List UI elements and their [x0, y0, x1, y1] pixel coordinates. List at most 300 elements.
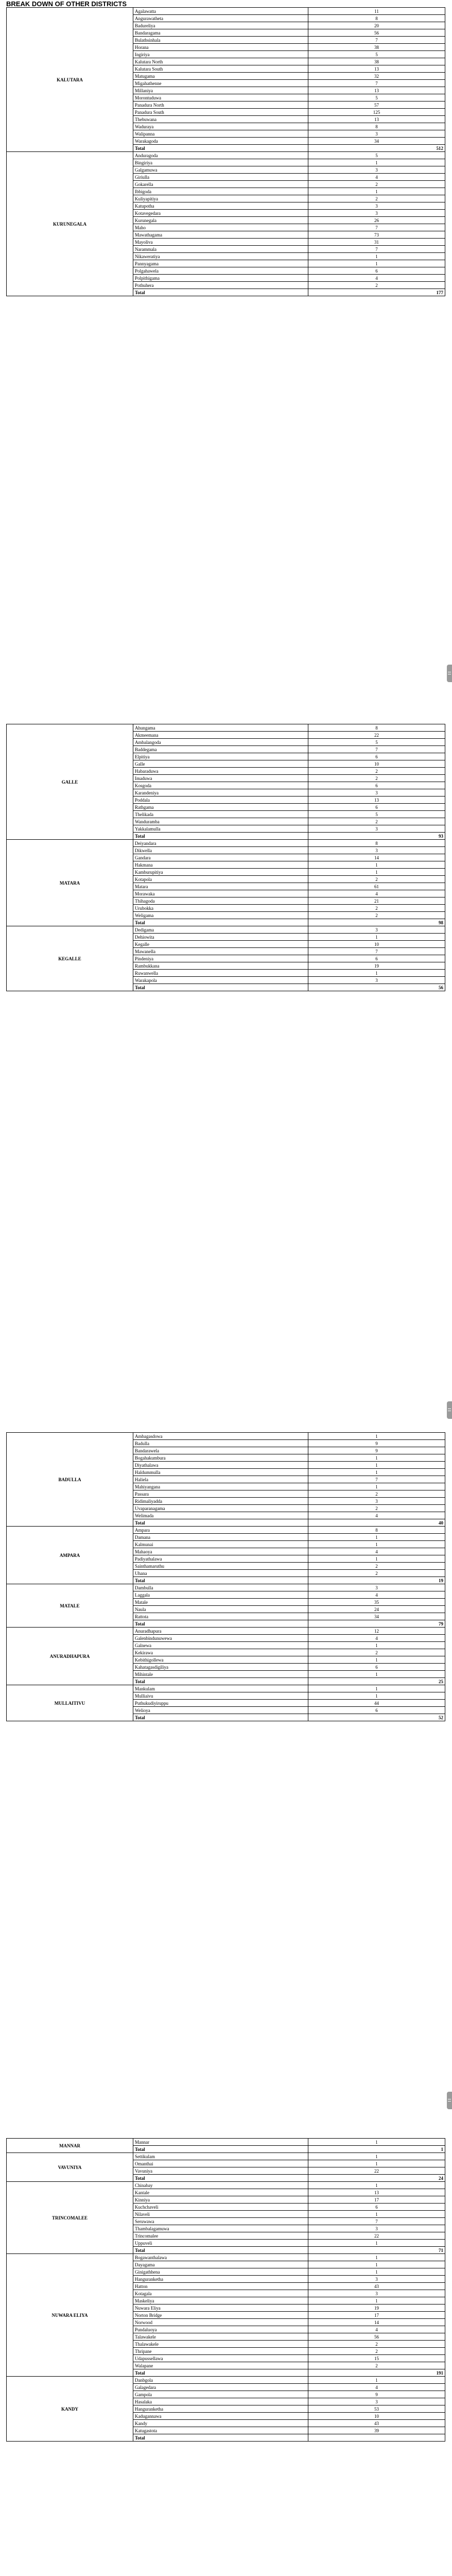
place-name: Hanguranketha	[133, 2405, 308, 2413]
table-row	[7, 2377, 445, 2384]
place-name: Galagedara	[133, 2384, 308, 2391]
place-count: 8	[308, 724, 445, 732]
total-count: 71	[308, 2247, 445, 2254]
place-name: Dambulla	[133, 1584, 308, 1591]
district-name: BADULLA	[7, 1433, 133, 1527]
place-count: 31	[308, 239, 445, 246]
place-count: 43	[308, 2283, 445, 2290]
place-name: Mankulam	[133, 1685, 308, 1692]
place-name: Walapane	[133, 2362, 308, 2369]
place-count: 57	[308, 101, 445, 109]
place-count: 1	[308, 159, 445, 166]
place-name: Kalutara North	[133, 58, 308, 65]
place-name: Urubokka	[133, 905, 308, 912]
place-name: Kegalle	[133, 941, 308, 948]
place-name: Walipanna	[133, 130, 308, 138]
place-count: 14	[308, 854, 445, 861]
place-count: 3	[308, 1498, 445, 1505]
place-count: 1	[308, 1454, 445, 1462]
place-count: 2	[308, 282, 445, 289]
place-name: Kotapola	[133, 876, 308, 883]
place-count: 38	[308, 58, 445, 65]
place-name: Passara	[133, 1490, 308, 1498]
place-count: 1	[308, 1433, 445, 1440]
place-count: 53	[308, 2405, 445, 2413]
place-name: Badulla	[133, 1440, 308, 1447]
place-count: 9	[308, 2391, 445, 2398]
place-count: 2	[308, 2362, 445, 2369]
place-name: Dikwella	[133, 847, 308, 854]
place-count: 1	[308, 1555, 445, 1563]
place-count: 4	[308, 174, 445, 181]
place-count: 19	[308, 2304, 445, 2312]
total-label: Total	[133, 833, 308, 840]
place-count: 8	[308, 1527, 445, 1534]
place-name: Pothuhera	[133, 282, 308, 289]
place-name: Ruwanwella	[133, 970, 308, 977]
place-count: 1	[308, 260, 445, 267]
district-name: KALUTARA	[7, 8, 133, 152]
place-count: 13	[308, 116, 445, 123]
place-count: 7	[308, 1476, 445, 1483]
place-name: Matara	[133, 883, 308, 890]
total-count: 98	[308, 919, 445, 926]
place-name: Kadugannawa	[133, 2413, 308, 2420]
place-count: 22	[308, 732, 445, 739]
place-count: 61	[308, 883, 445, 890]
total-count: 24	[308, 2175, 445, 2182]
place-name: Giriulla	[133, 174, 308, 181]
place-count: 1	[308, 1462, 445, 1469]
place-name: Thelikada	[133, 811, 308, 818]
place-name: Thebuwana	[133, 116, 308, 123]
place-count: 2	[308, 2341, 445, 2348]
place-name: Warakapola	[133, 977, 308, 984]
place-name: Deiyandara	[133, 840, 308, 847]
place-name: Habaraduwa	[133, 768, 308, 775]
place-name: Anuradhapura	[133, 1628, 308, 1635]
place-count: 6	[308, 2204, 445, 2211]
total-label: Total	[133, 2247, 308, 2254]
place-count: 1	[308, 2182, 445, 2189]
place-count: 24	[308, 1606, 445, 1613]
place-name: Bandarawela	[133, 1447, 308, 1454]
place-name: Kalutara South	[133, 65, 308, 73]
place-count: 1	[308, 934, 445, 941]
place-name: Hakmana	[133, 861, 308, 869]
place-name: Warakagoda	[133, 138, 308, 145]
place-count: 6	[308, 1664, 445, 1671]
table-row	[7, 2153, 445, 2160]
place-count: 38	[308, 44, 445, 51]
place-name: Ambagasdowa	[133, 1433, 308, 1440]
place-count: 3	[308, 166, 445, 174]
place-count: 4	[308, 1548, 445, 1555]
district-name: MATARA	[7, 840, 133, 926]
place-count: 3	[308, 2225, 445, 2232]
place-count: 7	[308, 80, 445, 87]
place-count: 34	[308, 1613, 445, 1620]
place-count: 1	[308, 2160, 445, 2167]
place-name: Ahungama	[133, 724, 308, 732]
place-count: 1	[308, 2268, 445, 2276]
place-count: 5	[308, 811, 445, 818]
place-name: Hasalaka	[133, 2398, 308, 2405]
place-count: 17	[308, 2312, 445, 2319]
page-scroll-handle[interactable]	[447, 665, 452, 682]
place-name: Dehiowita	[133, 934, 308, 941]
place-name: Mulliaivu	[133, 1692, 308, 1700]
place-count: 4	[308, 2384, 445, 2391]
place-name: Rattota	[133, 1613, 308, 1620]
district-name: MULLAITIVU	[7, 1685, 133, 1721]
place-count: 2	[308, 1490, 445, 1498]
place-name: Chinabay	[133, 2182, 308, 2189]
place-count: 20	[308, 22, 445, 29]
place-name: Kosgoda	[133, 782, 308, 789]
place-name: Maho	[133, 224, 308, 231]
place-name: Puthukudiyiruppu	[133, 1700, 308, 1707]
place-count: 2	[308, 876, 445, 883]
place-count: 3	[308, 130, 445, 138]
place-count: 13	[308, 796, 445, 804]
place-name: Nikaweratiya	[133, 253, 308, 260]
total-label: Total	[133, 1714, 308, 1721]
place-name: Dayagama	[133, 2261, 308, 2268]
place-count: 1	[308, 1469, 445, 1476]
place-name: Baddegama	[133, 746, 308, 753]
place-count: 1	[308, 1483, 445, 1490]
place-count: 21	[308, 897, 445, 905]
place-name: Rambukkana	[133, 962, 308, 970]
district-name: NUWARA ELIYA	[7, 2254, 133, 2377]
place-name: Ridimaliyadda	[133, 1498, 308, 1505]
place-count: 1	[308, 2240, 445, 2247]
place-count: 5	[308, 739, 445, 746]
place-count: 3	[308, 2290, 445, 2297]
place-name: Horana	[133, 44, 308, 51]
place-name: Mihintale	[133, 1671, 308, 1678]
district-table	[6, 1432, 445, 1721]
place-count: 6	[308, 267, 445, 275]
place-count: 7	[308, 246, 445, 253]
place-name: Sainthamaruthu	[133, 1563, 308, 1570]
place-count: 2	[308, 912, 445, 919]
place-name: Ambalangoda	[133, 739, 308, 746]
place-count: 39	[308, 2427, 445, 2434]
place-count: 1	[308, 861, 445, 869]
place-name: Welimada	[133, 1512, 308, 1519]
place-count: 1	[308, 253, 445, 260]
place-count: 1	[308, 2153, 445, 2160]
place-count: 2	[308, 1649, 445, 1656]
place-count: 7	[308, 948, 445, 955]
place-name: Hatton	[133, 2283, 308, 2290]
place-count: 10	[308, 2413, 445, 2420]
place-name: Mannar	[133, 2139, 308, 2146]
place-name: Panadura South	[133, 109, 308, 116]
place-name: Kurunegala	[133, 217, 308, 224]
table-row	[7, 1433, 445, 1440]
place-name: Pindeniya	[133, 955, 308, 962]
place-count: 4	[308, 1512, 445, 1519]
place-count: 3	[308, 977, 445, 984]
place-name: Kinniya	[133, 2196, 308, 2204]
place-count: 1	[308, 1541, 445, 1548]
table-row	[7, 926, 445, 934]
place-name: Galnewa	[133, 1642, 308, 1649]
place-name: Thripane	[133, 2348, 308, 2355]
place-name: Thihagoda	[133, 897, 308, 905]
place-count: 8	[308, 123, 445, 130]
place-name: Kotavegedara	[133, 210, 308, 217]
place-name: Udapussellawa	[133, 2355, 308, 2362]
district-name: AMPARA	[7, 1527, 133, 1584]
place-count: 8	[308, 15, 445, 22]
place-name: Maskeliya	[133, 2297, 308, 2304]
place-count: 1	[308, 1671, 445, 1678]
place-name: Settikulam	[133, 2153, 308, 2160]
place-name: Elpitiya	[133, 753, 308, 760]
table-row	[7, 1628, 445, 1635]
place-name: Ampara	[133, 1527, 308, 1534]
place-name: Padiyathalawa	[133, 1555, 308, 1563]
total-label: Total	[133, 919, 308, 926]
table-row	[7, 1584, 445, 1591]
place-name: Norwood	[133, 2319, 308, 2326]
place-count: 2	[308, 2348, 445, 2355]
district-name: KEGALLE	[7, 926, 133, 991]
place-count: 3	[308, 789, 445, 796]
place-name: Rathgama	[133, 804, 308, 811]
total-count: 25	[308, 1678, 445, 1685]
place-name: Mawathagama	[133, 231, 308, 239]
place-count: 73	[308, 231, 445, 239]
total-label: Total	[133, 2146, 308, 2153]
place-name: Galle	[133, 760, 308, 768]
place-count: 4	[308, 890, 445, 897]
place-count: 2	[308, 1505, 445, 1512]
place-count: 3	[308, 825, 445, 833]
place-count: 1	[308, 1692, 445, 1700]
place-name: Bulathsinhala	[133, 37, 308, 44]
place-count: 14	[308, 2319, 445, 2326]
place-name: Mahaoya	[133, 1548, 308, 1555]
district-name: TRINCOMALEE	[7, 2182, 133, 2254]
page-scroll-handle[interactable]	[447, 1401, 452, 1419]
place-name: Seruwawa	[133, 2218, 308, 2225]
place-name: Imaduwa	[133, 775, 308, 782]
place-count: 1	[308, 2297, 445, 2304]
total-count: 177	[308, 289, 445, 296]
place-name: Ibbigoda	[133, 188, 308, 195]
place-name: Polpithigama	[133, 275, 308, 282]
table-row	[7, 2182, 445, 2189]
place-count: 6	[308, 1707, 445, 1714]
place-name: Katupotha	[133, 202, 308, 210]
place-count: 3	[308, 2398, 445, 2405]
place-count: 34	[308, 138, 445, 145]
place-count: 7	[308, 746, 445, 753]
place-count: 11	[308, 8, 445, 15]
total-count: 79	[308, 1620, 445, 1628]
place-name: Wanduramba	[133, 818, 308, 825]
place-name: Kandy	[133, 2420, 308, 2427]
place-count: 1	[308, 1685, 445, 1692]
place-count: 3	[308, 2276, 445, 2283]
place-count: 7	[308, 224, 445, 231]
place-name: Ginigathhena	[133, 2268, 308, 2276]
place-name: Thalawakele	[133, 2341, 308, 2348]
place-count: 9	[308, 1447, 445, 1454]
place-name: Yakkalamulla	[133, 825, 308, 833]
total-count: 19	[308, 1577, 445, 1584]
place-name: Uppuveli	[133, 2240, 308, 2247]
place-name: Laggala	[133, 1591, 308, 1599]
place-name: Badureliya	[133, 22, 308, 29]
place-name: Bogawanthalawa	[133, 2254, 308, 2261]
place-count: 7	[308, 2218, 445, 2225]
total-count	[308, 2434, 445, 2442]
total-label: Total	[133, 984, 308, 991]
place-count: 4	[308, 275, 445, 282]
place-count: 1	[308, 1656, 445, 1664]
place-name: Panadura North	[133, 101, 308, 109]
total-count: 52	[308, 1714, 445, 1721]
place-count: 2	[308, 1570, 445, 1577]
place-count: 9	[308, 1440, 445, 1447]
table-row	[7, 8, 445, 15]
place-count: 44	[308, 1700, 445, 1707]
place-name: Nilaveli	[133, 2211, 308, 2218]
place-count: 15	[308, 2355, 445, 2362]
district-name: VAVUNIYA	[7, 2153, 133, 2182]
place-count: 6	[308, 804, 445, 811]
section-block	[6, 7, 445, 296]
place-count: 1	[308, 188, 445, 195]
place-name: Morawaka	[133, 890, 308, 897]
district-name: KURUNEGALA	[7, 152, 133, 296]
place-count: 125	[308, 109, 445, 116]
total-count: 93	[308, 833, 445, 840]
district-name: KANDY	[7, 2377, 133, 2442]
table-row	[7, 724, 445, 732]
place-name: Thambalagamuwa	[133, 2225, 308, 2232]
table-row	[7, 2139, 445, 2146]
place-name: Gokarella	[133, 181, 308, 188]
place-name: Kekirawa	[133, 1649, 308, 1656]
place-name: Pannyagama	[133, 260, 308, 267]
place-name: Narammala	[133, 246, 308, 253]
table-row	[7, 2254, 445, 2261]
place-name: Haldummulla	[133, 1469, 308, 1476]
place-name: Uvaparanagama	[133, 1505, 308, 1512]
place-name: Kahatagasdigiliya	[133, 1664, 308, 1671]
place-count: 6	[308, 782, 445, 789]
place-count: 13	[308, 65, 445, 73]
place-name: Polgahawela	[133, 267, 308, 275]
place-name: Bogahakumbura	[133, 1454, 308, 1462]
place-name: Morontuduwa	[133, 94, 308, 101]
place-name: Matugama	[133, 73, 308, 80]
page-title: BREAK DOWN OF OTHER DISTRICTS	[6, 0, 127, 8]
place-count: 32	[308, 73, 445, 80]
place-count: 2	[308, 905, 445, 912]
place-name: Naula	[133, 1606, 308, 1613]
table-row	[7, 840, 445, 847]
total-label: Total	[133, 2369, 308, 2377]
place-name: Kuchchaveli	[133, 2204, 308, 2211]
total-count: 40	[308, 1519, 445, 1527]
place-count: 4	[308, 2326, 445, 2333]
place-name: Galgamuwa	[133, 166, 308, 174]
place-name: Karandeniya	[133, 789, 308, 796]
total-count: 512	[308, 145, 445, 152]
place-count: 2	[308, 775, 445, 782]
page-scroll-handle[interactable]	[447, 2092, 452, 2109]
place-count: 2	[308, 195, 445, 202]
place-name: Mayoliva	[133, 239, 308, 246]
place-name: Gandara	[133, 854, 308, 861]
place-name: Galenbindunuwewa	[133, 1635, 308, 1642]
place-count: 1	[308, 970, 445, 977]
place-name: Akmeemana	[133, 732, 308, 739]
table-row	[7, 1527, 445, 1534]
place-count: 1	[308, 1534, 445, 1541]
place-count: 1	[308, 869, 445, 876]
place-count: 2	[308, 1563, 445, 1570]
district-name: ANURADHAPURA	[7, 1628, 133, 1685]
place-count: 35	[308, 1599, 445, 1606]
place-count: 4	[308, 1635, 445, 1642]
place-count: 1	[308, 2211, 445, 2218]
place-name: Kuliyapitiya	[133, 195, 308, 202]
place-count: 1	[308, 2254, 445, 2261]
place-name: Katugastota	[133, 2427, 308, 2434]
place-count: 10	[308, 760, 445, 768]
place-name: Ingiriya	[133, 51, 308, 58]
place-name: Weligama	[133, 912, 308, 919]
place-count: 2	[308, 181, 445, 188]
place-name: Gampola	[133, 2391, 308, 2398]
total-label: Total	[133, 2175, 308, 2182]
place-count: 13	[308, 87, 445, 94]
district-name: MATALE	[7, 1584, 133, 1628]
district-table	[6, 724, 445, 991]
district-name: GALLE	[7, 724, 133, 840]
place-name: Kebithigollewa	[133, 1656, 308, 1664]
place-name: Damana	[133, 1534, 308, 1541]
place-count: 13	[308, 2189, 445, 2196]
district-table	[6, 7, 445, 296]
place-count: 1	[308, 1642, 445, 1649]
place-count: 12	[308, 1628, 445, 1635]
place-count: 56	[308, 29, 445, 37]
place-count: 5	[308, 152, 445, 159]
place-name: Trincomalee	[133, 2232, 308, 2240]
place-count: 26	[308, 217, 445, 224]
place-name: Hanguranketha	[133, 2276, 308, 2283]
place-name: Dedigama	[133, 926, 308, 934]
total-count: 1	[308, 2146, 445, 2153]
place-count: 22	[308, 2167, 445, 2175]
place-count: 5	[308, 94, 445, 101]
place-name: Kantale	[133, 2189, 308, 2196]
place-name: Bingiriya	[133, 159, 308, 166]
place-count: 2	[308, 818, 445, 825]
place-name: Millaniya	[133, 87, 308, 94]
total-count: 56	[308, 984, 445, 991]
